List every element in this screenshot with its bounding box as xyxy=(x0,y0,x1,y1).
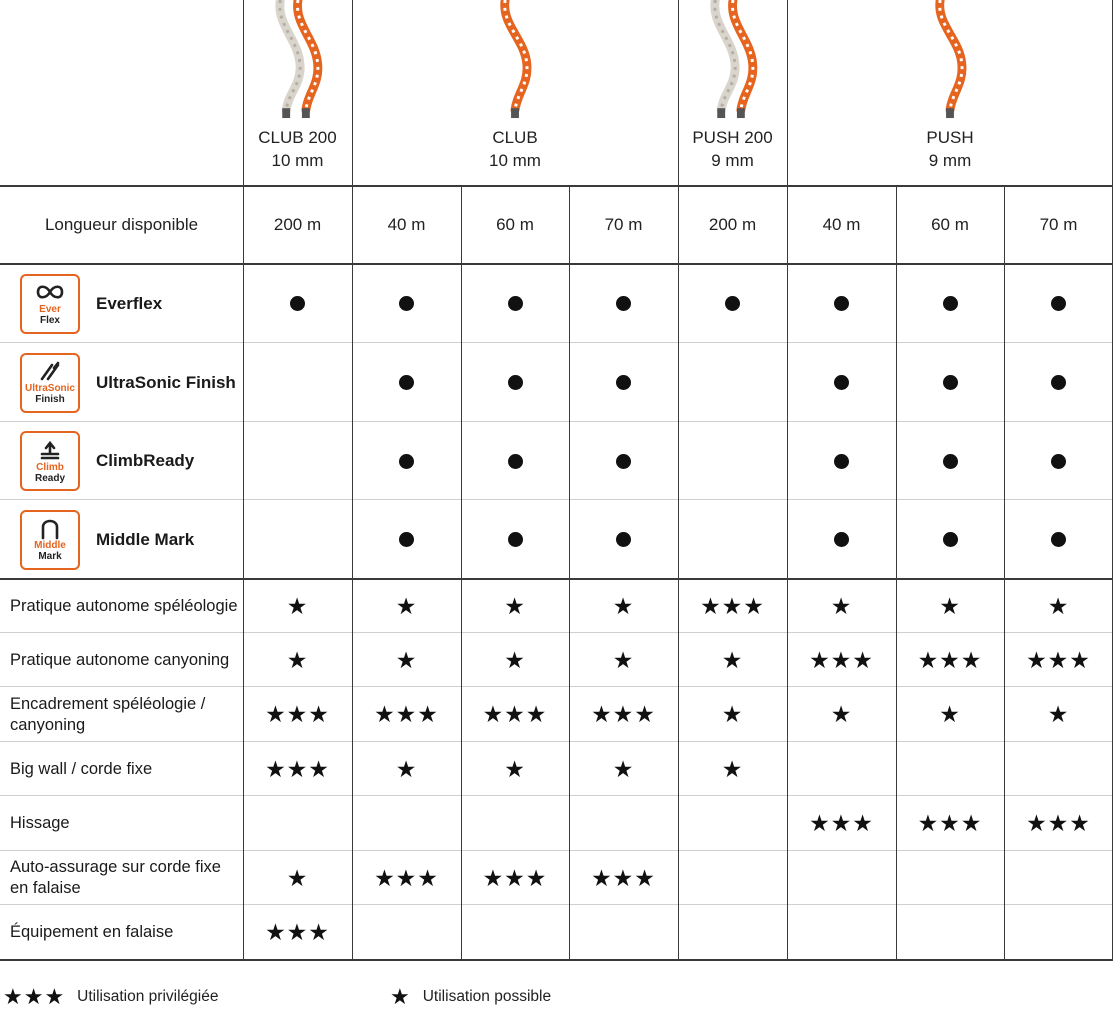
rating-possible-star: ★ xyxy=(504,646,526,673)
rule-col-sub xyxy=(569,186,570,960)
feature-mark-cell xyxy=(896,264,1004,343)
feature-mark-cell xyxy=(461,343,569,422)
feature-mark-cell xyxy=(569,500,678,579)
rule-col-group xyxy=(352,0,353,960)
usage-rating-cell xyxy=(1004,687,1113,742)
feature-mark-cell xyxy=(243,264,352,343)
rating-possible-star: ★ xyxy=(286,646,309,673)
usage-rating-cell xyxy=(243,796,352,851)
usage-rating-cell xyxy=(896,905,1004,960)
feature-mark-cell xyxy=(569,422,678,500)
usage-label: Pratique autonome spéléologie xyxy=(10,596,238,615)
rating-possible-star: ★ xyxy=(504,592,526,619)
length-value: 200 m xyxy=(708,215,757,234)
header-cell-push xyxy=(787,0,1113,186)
usage-rating-cell xyxy=(243,579,352,633)
feature-mark-cell xyxy=(896,343,1004,422)
rope-end-tag xyxy=(511,108,519,118)
usage-label: Hissage xyxy=(10,814,70,832)
rule-feature-row xyxy=(0,578,1113,580)
availability-dot xyxy=(616,532,631,547)
rating-possible-star: ★ xyxy=(721,646,744,673)
rating-preferred-stars: ★★★ xyxy=(265,919,330,945)
feature-climbready xyxy=(0,422,243,500)
rope-name: CLUB 200 xyxy=(258,128,337,147)
availability-dot xyxy=(616,454,631,469)
legend-possible xyxy=(390,984,551,1010)
rule-col-group xyxy=(787,0,788,960)
usage-rating-cell xyxy=(352,905,461,960)
availability-dot xyxy=(508,375,523,390)
usage-rating-cell xyxy=(787,905,896,960)
coiled-rope-icon-shape xyxy=(42,443,58,458)
rating-preferred-stars: ★★★ xyxy=(482,701,548,727)
rope-illustration xyxy=(910,0,990,120)
legend-preferred-stars: ★★★ xyxy=(3,984,66,1009)
rating-preferred-stars: ★★★ xyxy=(374,701,439,727)
availability-dot xyxy=(616,375,631,390)
length-value: 60 m xyxy=(496,215,534,234)
usage-rating-cell xyxy=(787,851,896,905)
rope-end-tag xyxy=(717,108,725,118)
usage-rating-cell xyxy=(678,742,787,796)
rating-possible-star: ★ xyxy=(939,701,961,727)
availability-dot xyxy=(1051,296,1066,311)
feature-mark-cell xyxy=(243,422,352,500)
feature-mark-cell xyxy=(896,500,1004,579)
rule-usage-row xyxy=(0,795,1113,796)
availability-dot xyxy=(834,296,849,311)
feature-mark-cell xyxy=(787,343,896,422)
feature-mark-cell xyxy=(678,343,787,422)
usage-label: Big wall / corde fixe xyxy=(10,759,153,778)
arch-mark-icon-shape xyxy=(43,521,57,538)
feature-mark-cell xyxy=(461,264,569,343)
rating-possible-star: ★ xyxy=(1047,592,1070,619)
feature-mark-cell xyxy=(678,422,787,500)
feature-mark-cell xyxy=(1004,500,1113,579)
arch-mark-icon xyxy=(34,516,66,540)
feature-mark-cell xyxy=(787,422,896,500)
rule-col-sub xyxy=(896,186,897,960)
usage-rating-cell xyxy=(678,905,787,960)
usage-rating-cell xyxy=(569,687,678,742)
availability-dot xyxy=(508,454,523,469)
feature-badge xyxy=(20,274,80,334)
rating-possible-star: ★ xyxy=(721,755,744,782)
rating-possible-star: ★ xyxy=(1047,701,1070,727)
usage-rating-cell xyxy=(569,633,678,687)
feature-badge xyxy=(20,431,80,491)
availability-dot xyxy=(943,532,958,547)
usage-rating-cell xyxy=(243,633,352,687)
rope-strand xyxy=(940,0,962,110)
usage-rating-cell xyxy=(896,579,1004,633)
rule-usage-row xyxy=(0,686,1113,687)
usage-rating-cell xyxy=(352,579,461,633)
feature-mark-cell xyxy=(787,500,896,579)
usage-rating-cell xyxy=(896,796,1004,851)
rope-end-tag xyxy=(946,108,954,118)
rope-strand xyxy=(505,0,527,110)
legend-possible-label: Utilisation possible xyxy=(422,988,552,1005)
legend-preferred xyxy=(3,984,218,1010)
rope-illustration xyxy=(258,0,338,120)
rope-diameter: 9 mm xyxy=(711,151,754,170)
rating-possible-star: ★ xyxy=(721,701,744,727)
availability-dot xyxy=(834,532,849,547)
rating-possible-star: ★ xyxy=(395,646,418,673)
rating-preferred-stars: ★★★ xyxy=(591,701,656,727)
usage-rating-cell xyxy=(678,796,787,851)
usage-rating-cell xyxy=(569,905,678,960)
length-row-label: Longueur disponible xyxy=(44,215,199,234)
length-value: 60 m xyxy=(931,215,969,234)
legend xyxy=(0,984,1115,1009)
usage-rating-cell xyxy=(896,687,1004,742)
rule-col-right xyxy=(1112,0,1113,960)
rating-possible-star: ★ xyxy=(830,592,853,619)
coiled-rope-icon xyxy=(34,438,66,462)
feature-ultrasonic-finish xyxy=(0,343,243,422)
feature-mark-cell xyxy=(1004,264,1113,343)
feature-middle-mark xyxy=(0,500,243,579)
usage-rating-cell xyxy=(787,796,896,851)
infinity-icon xyxy=(34,280,66,304)
availability-dot xyxy=(399,296,414,311)
feature-badge xyxy=(20,510,80,570)
usage-rating-cell xyxy=(461,633,569,687)
availability-dot xyxy=(1051,375,1066,390)
rule-usage-row xyxy=(0,741,1113,742)
rating-preferred-stars: ★★★ xyxy=(917,646,983,673)
feature-mark-cell xyxy=(352,343,461,422)
rating-preferred-stars: ★★★ xyxy=(1026,810,1091,836)
badge-text-line2: Mark xyxy=(38,551,62,562)
header-cell-club-200 xyxy=(243,0,352,186)
feature-everflex xyxy=(0,264,243,343)
badge-text-line1: UltraSonic xyxy=(24,383,75,394)
usage-label: Encadrement spéléologie / canyoning xyxy=(10,694,206,734)
rope-end-tag xyxy=(736,108,744,118)
rating-preferred-stars: ★★★ xyxy=(482,864,548,891)
usage-rating-cell xyxy=(787,687,896,742)
rule-usage-row xyxy=(0,632,1113,633)
availability-dot xyxy=(725,296,740,311)
feature-mark-cell xyxy=(461,422,569,500)
rating-preferred-stars: ★★★ xyxy=(374,864,439,891)
badge-text-line2: Flex xyxy=(39,315,60,326)
usage-rating-cell xyxy=(1004,905,1113,960)
usage-rating-cell xyxy=(352,742,461,796)
availability-dot xyxy=(834,375,849,390)
usage-rating-cell xyxy=(352,851,461,905)
length-value: 40 m xyxy=(822,215,861,234)
availability-dot xyxy=(834,454,849,469)
feature-mark-cell xyxy=(787,264,896,343)
usage-label: Auto-assurage sur corde fixe en falaise xyxy=(10,858,221,897)
rope-name: CLUB xyxy=(492,128,538,147)
rating-preferred-stars: ★★★ xyxy=(809,646,874,673)
availability-dot xyxy=(508,532,523,547)
feature-name: Everflex xyxy=(96,293,163,313)
badge-text-line2: Ready xyxy=(34,472,65,484)
usage-rating-cell xyxy=(243,905,352,960)
availability-dot xyxy=(943,375,958,390)
usage-rating-cell xyxy=(678,633,787,687)
feature-name: Middle Mark xyxy=(96,529,195,549)
rating-possible-star: ★ xyxy=(504,755,526,782)
slash-cut-icon xyxy=(34,359,66,383)
rule-usage-row xyxy=(0,959,1113,961)
rating-possible-star: ★ xyxy=(612,646,635,673)
availability-dot xyxy=(943,454,958,469)
usage-rating-cell xyxy=(243,687,352,742)
feature-mark-cell xyxy=(352,422,461,500)
rule-usage-row xyxy=(0,904,1113,905)
usage-rating-cell xyxy=(461,905,569,960)
length-value: 40 m xyxy=(387,215,426,234)
rating-possible-star: ★ xyxy=(612,755,635,782)
availability-dot xyxy=(1051,532,1066,547)
usage-rating-cell xyxy=(243,742,352,796)
rope-diameter: 9 mm xyxy=(928,151,972,170)
usage-rating-cell xyxy=(1004,851,1113,905)
feature-name: UltraSonic Finish xyxy=(96,372,236,392)
rule-col-group xyxy=(678,0,679,960)
usage-rating-cell xyxy=(461,851,569,905)
infinity-icon-shape xyxy=(38,287,62,298)
rope-illustration xyxy=(693,0,773,120)
rope-end-tag xyxy=(301,108,309,118)
rule-col-sub xyxy=(461,186,462,960)
feature-mark-cell xyxy=(243,343,352,422)
availability-dot xyxy=(399,454,414,469)
rope-end-tag xyxy=(282,108,290,118)
rating-preferred-stars: ★★★ xyxy=(1026,646,1091,673)
usage-rating-cell xyxy=(569,579,678,633)
rating-possible-star: ★ xyxy=(286,864,309,891)
rope-name: PUSH 200 xyxy=(692,128,773,147)
usage-rating-cell xyxy=(461,579,569,633)
rule-feature-row xyxy=(0,342,1113,343)
rating-preferred-stars: ★★★ xyxy=(265,755,330,782)
usage-rating-cell xyxy=(352,687,461,742)
feature-name: ClimbReady xyxy=(96,451,195,470)
rule-col-label xyxy=(243,0,244,960)
rule-feature-row xyxy=(0,499,1113,500)
feature-badge xyxy=(20,353,80,413)
usage-rating-cell xyxy=(352,796,461,851)
feature-mark-cell xyxy=(243,500,352,579)
usage-rating-cell xyxy=(896,742,1004,796)
rating-possible-star: ★ xyxy=(612,592,635,619)
rating-preferred-stars: ★★★ xyxy=(809,810,874,836)
feature-mark-cell xyxy=(352,500,461,579)
usage-rating-cell xyxy=(787,579,896,633)
badge-text-line1: Climb xyxy=(36,461,64,473)
usage-rating-cell xyxy=(896,633,1004,687)
rating-preferred-stars: ★★★ xyxy=(591,864,656,891)
feature-mark-cell xyxy=(1004,343,1113,422)
rule-usage-row xyxy=(0,850,1113,851)
header-cell-push-200 xyxy=(678,0,787,186)
rope-diameter: 10 mm xyxy=(489,151,541,170)
rule-col-sub xyxy=(1004,186,1005,960)
availability-dot xyxy=(290,296,305,311)
rope-illustration xyxy=(475,0,555,120)
rule-feature-row xyxy=(0,421,1113,422)
feature-mark-cell xyxy=(678,264,787,343)
feature-mark-cell xyxy=(896,422,1004,500)
rope-diameter: 10 mm xyxy=(271,151,324,170)
rating-preferred-stars: ★★★ xyxy=(265,701,330,727)
usage-rating-cell xyxy=(352,633,461,687)
usage-rating-cell xyxy=(787,633,896,687)
usage-rating-cell xyxy=(678,851,787,905)
availability-dot xyxy=(943,296,958,311)
header-cell-club xyxy=(352,0,678,186)
legend-possible-star: ★ xyxy=(390,984,411,1009)
usage-label: Pratique autonome canyoning xyxy=(10,650,230,669)
usage-rating-cell xyxy=(787,742,896,796)
usage-rating-cell xyxy=(461,796,569,851)
length-value: 200 m xyxy=(273,215,322,234)
length-value: 70 m xyxy=(1039,215,1078,234)
rating-possible-star: ★ xyxy=(395,755,418,782)
rule-length-bottom xyxy=(0,263,1113,265)
length-value: 70 m xyxy=(604,215,643,234)
usage-rating-cell xyxy=(1004,742,1113,796)
feature-mark-cell xyxy=(569,343,678,422)
rating-possible-star: ★ xyxy=(395,592,418,619)
badge-text-line2: Finish xyxy=(35,394,65,405)
rating-preferred-stars: ★★★ xyxy=(700,592,765,619)
availability-dot xyxy=(508,296,523,311)
usage-rating-cell xyxy=(678,687,787,742)
rating-possible-star: ★ xyxy=(939,592,961,619)
usage-label: Équipement en falaise xyxy=(10,923,174,941)
usage-rating-cell xyxy=(1004,633,1113,687)
availability-dot xyxy=(399,532,414,547)
availability-dot xyxy=(616,296,631,311)
usage-rating-cell xyxy=(243,851,352,905)
feature-mark-cell xyxy=(569,264,678,343)
usage-rating-cell xyxy=(569,851,678,905)
rope-name: PUSH xyxy=(926,128,974,147)
legend-preferred-label: Utilisation privilégiée xyxy=(77,988,219,1005)
usage-rating-cell xyxy=(678,579,787,633)
rating-preferred-stars: ★★★ xyxy=(917,810,983,836)
usage-rating-cell xyxy=(569,742,678,796)
usage-rating-cell xyxy=(1004,579,1113,633)
slash-cut-icon-shape xyxy=(42,363,58,379)
usage-rating-cell xyxy=(896,851,1004,905)
availability-dot xyxy=(399,375,414,390)
availability-dot xyxy=(1051,454,1066,469)
feature-mark-cell xyxy=(678,500,787,579)
badge-text-line1: Middle xyxy=(34,540,66,551)
feature-mark-cell xyxy=(461,500,569,579)
rating-possible-star: ★ xyxy=(830,701,853,727)
usage-rating-cell xyxy=(1004,796,1113,851)
usage-rating-cell xyxy=(569,796,678,851)
feature-mark-cell xyxy=(352,264,461,343)
rule-header-bottom xyxy=(0,185,1113,187)
rating-possible-star: ★ xyxy=(286,592,309,619)
usage-rating-cell xyxy=(461,687,569,742)
badge-text-line1: Ever xyxy=(39,304,61,315)
feature-mark-cell xyxy=(1004,422,1113,500)
usage-rating-cell xyxy=(461,742,569,796)
